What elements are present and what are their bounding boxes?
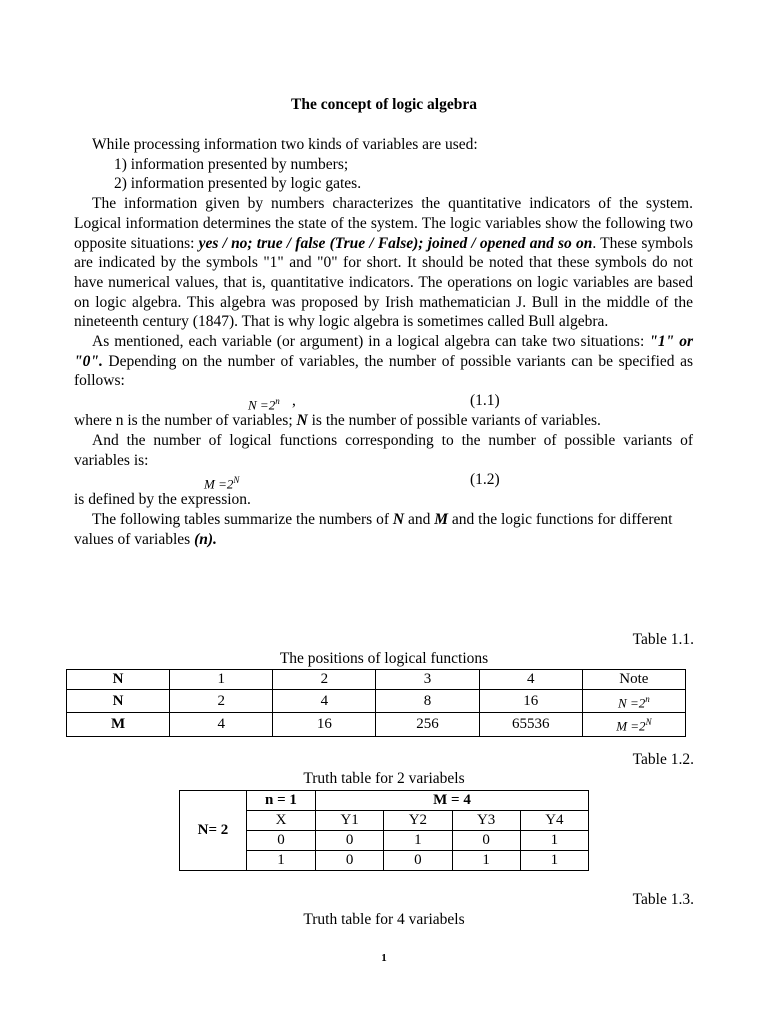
row-label: N= 2 [180,791,247,871]
formula-1-2: $M =2^N$ (1.2) [204,471,500,492]
body-text [74,135,693,549]
paragraph-tables: The following tables summarize the numbers of N and M and the logic functions for different values of variables (n). [74,510,673,548]
table-row: M 4 16 256 65536 $M =2^N$ [67,713,686,736]
formula-1-1: $N =2^n$ , (1.1) [248,392,500,413]
table-logical-functions [66,669,686,737]
table-title: Truth table for 4 variabels [303,911,465,928]
paragraph-intro: While processing information two kinds of variables are used: [92,136,478,153]
table-title: The positions of logical functions [279,650,489,667]
table-label: Table 1.1. [632,631,694,648]
table-row: 0 0 1 0 1 [180,831,589,851]
equation-number: (1.1) [470,392,500,410]
page-title: The concept of logic algebra [291,96,477,113]
paragraph-functions: And the number of logical functions corresponding to the number of possible variants of variables is: [74,431,693,469]
page-number: 1 [381,952,387,964]
table-label: Table 1.3. [632,891,694,908]
emphasis-opposites: yes / no; true / false (True / False); joined / opened and so on [198,234,593,252]
list-item-1: 1) information presented by numbers; [114,155,349,173]
paragraph-information: The information given by numbers characterizes the quantitative indicators of the system. Logical information determines the state of the system. The logic variables show the following two opposite situations: yes / no; true / false (True / False); joined / opened and so on. These symbols are indicated by the symbols "1" and "0" for short. It should be noted that these symbols do not have numerical values, that is, quantitative indicators. The operations on logic variables are based on logic algebra. This algebra was proposed by Irish mathematician J. Bull in the middle of the nineteenth century (1847). That is why logic algebra is sometimes called Bull algebra. [74,195,694,331]
table-row: N 2 4 8 16 $N =2^n$ [67,690,686,713]
table-label: Table 1.2. [632,751,694,768]
truth-table-2 [179,790,589,871]
table-row: X Y1 Y2 Y3 Y4 [180,811,589,831]
list-item-2: 2) information presented by logic gates. [114,175,362,193]
paragraph-defined: is defined by the expression. [74,491,251,509]
table-row: N 1 2 3 4 Note [67,670,686,690]
paragraph-variants: As mentioned, each variable (or argument) in a logical algebra can take two situations: "1" or "0". Depending on the number of variables, the number of possible variants can be specified as follows: [74,333,694,390]
paragraph-where: where n is the number of variables; N is the number of possible variants of variables. [74,412,601,430]
equation-number: (1.2) [470,471,500,489]
table-title: Truth table for 2 variabels [303,770,465,787]
table-row: 1 0 0 1 1 [180,851,589,871]
emphasis-values: "1" or "0". [74,333,694,370]
table-row: N= 2 n = 1 M = 4 [180,791,589,811]
